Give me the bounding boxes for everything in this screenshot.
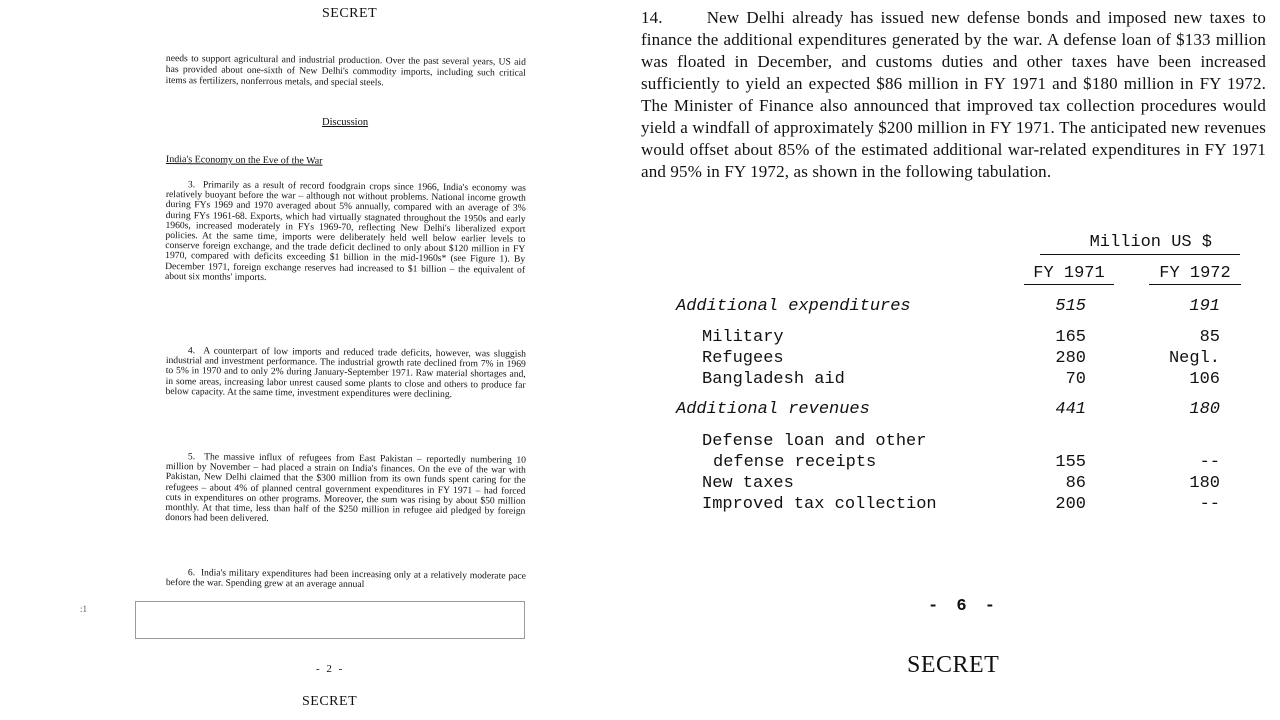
- paragraph-3: [165, 180, 526, 286]
- row-label: Military: [702, 328, 784, 347]
- left-page: [130, 0, 540, 720]
- paragraph-text: The massive influx of refugees from East Pakistan – reportedly numbering 10 million by November – had placed a strain on India's finances. On the eve of the war with Pakistan, New Delhi claimed that the $300 million from its own funds spent caring for the refugees – about 4% of planned central government expenditures in FY 1971 – had forced cuts in expenditures on other programs. Moreover, the sum was rising by about $50 million monthly. At that time, less than half of the $250 million in refugee aid pledged by foreign donors had been delivered.: [165, 451, 527, 525]
- fy1971-value: 515: [1055, 297, 1086, 316]
- fy1971-value: 165: [1055, 328, 1086, 347]
- paragraph-text: New Delhi already has issued new defense bonds and imposed new taxes to finance the additional expenditures generated by the war. A defense loan of $133 million was floated in December, and customs duties and other taxes have been increased sufficiently to yield an expected $86 million in FY 1971 and $180 million in FY 1972. The Minister of Finance also announced that improved tax collection procedures would yield a windfall of approximately $200 million in FY 1971. The anticipated new revenues would offset about 85% of the estimated additional war-related expenditures in FY 1971 and 95% in FY 1972, as shown in the following tabulation.: [641, 8, 1266, 181]
- paragraph-number: 3.: [187, 179, 196, 191]
- page-number: - 2 -: [316, 663, 345, 675]
- fy1971-value: 200: [1055, 495, 1086, 514]
- page-number: - 6 -: [928, 597, 1000, 616]
- column-header-fy1972: FY 1972: [1149, 264, 1241, 285]
- row-label: New taxes: [702, 474, 794, 493]
- row-label: Additional revenues: [676, 400, 870, 419]
- fy1972-value: --: [1199, 453, 1220, 472]
- row-label: Refugees: [702, 349, 784, 368]
- paragraph-text: India's military expenditures had been increasing only at a relatively moderate pace before the war. Spending grew at an average annual: [165, 567, 527, 591]
- classification-footer: SECRET: [302, 694, 358, 709]
- subheading: India's Economy on the Eve of the War: [165, 154, 323, 167]
- classification-footer: SECRET: [907, 652, 1000, 678]
- paragraph-number: 4.: [187, 345, 196, 357]
- paragraph-number: 6.: [187, 567, 196, 579]
- row-label: Additional expenditures: [676, 297, 911, 316]
- fy1971-value: 155: [1055, 453, 1086, 472]
- paragraph-5: [165, 452, 526, 527]
- table-row: [676, 400, 1246, 422]
- footnote-box: [135, 601, 525, 639]
- fy1972-value: 180: [1189, 474, 1220, 493]
- table-row: [676, 432, 1246, 454]
- section-heading: Discussion: [322, 117, 369, 128]
- table-unit-header: [1040, 233, 1240, 255]
- paragraph-text: Primarily as a result of record foodgrain crops since 1966, India's economy was relatively buoyant before the war – although not without problems. National income growth during FYs 1969 and 1970 averaged about 5% annually, compared with an average of 3% during FYs 1961-68. Exports, which had virtually stagnated throughout the 1950s and early 1960s, increased moderately in FYs 1969-70, reflecting New Delhi's liberalized export policies. At the same time, imports were deliberately held well below earlier levels to conserve foreign exchange, and the trade deficit declined to only about $120 million in FY 1970, compared with deficits exceeding $1 billion in the mid-1960s* (see Figure 1). By December 1971, foreign exchange reserves had increased to $1 billion – the equivalent of about six months' imports.: [164, 179, 527, 283]
- fy1971-value: 441: [1055, 400, 1086, 419]
- unit-label: Million US $: [1089, 233, 1212, 252]
- column-header-fy1971: FY 1971: [1024, 264, 1114, 285]
- table-row: [676, 349, 1246, 371]
- fy1971-value: 280: [1055, 349, 1086, 368]
- paragraph-text: A counterpart of low imports and reduced trade deficits, however, was sluggish industrial and investment performance. The industrial growth rate declined from 7% in 1969 to 5% in 1970 and to only 2% during January-September 1971. Raw material shortages and, in some areas, increasing labor unrest caused some plants to close and others to produce far below capacity. At the same time, investment expenditures were declining.: [165, 345, 527, 400]
- paragraph-number: 14.: [641, 8, 663, 27]
- fy1972-value: --: [1199, 495, 1220, 514]
- fy1972-value: 191: [1189, 297, 1220, 316]
- table-row: [676, 453, 1246, 475]
- intro-paragraph: needs to support agricultural and industrial production. Over the past several years, US aid has provided about one-sixth of New Delhi's commodity imports, including such critical items as fertilizers, nonferrous metals, and special steels.: [165, 53, 526, 89]
- fy1971-value: 70: [1065, 370, 1086, 389]
- paragraph-14: [641, 7, 1266, 183]
- table-row: [676, 474, 1246, 496]
- fy1972-value: Negl.: [1168, 349, 1220, 368]
- row-label: Improved tax collection: [702, 495, 937, 514]
- row-label: Bangladesh aid: [702, 370, 845, 389]
- fy1972-value: 180: [1189, 400, 1220, 419]
- classification-header: SECRET: [322, 6, 378, 21]
- paragraph-6: [166, 568, 526, 592]
- table-row: [676, 495, 1246, 517]
- paragraph-4: [165, 346, 526, 401]
- fy1971-value: 86: [1065, 474, 1086, 493]
- paragraph-number: 5.: [187, 451, 196, 463]
- fy1972-value: 106: [1189, 370, 1220, 389]
- row-label: Defense loan and other: [702, 432, 927, 451]
- table-row: [676, 328, 1246, 350]
- table-row: [676, 370, 1246, 392]
- row-label: defense receipts: [713, 453, 877, 472]
- fy1972-value: 85: [1199, 328, 1220, 347]
- margin-mark: :1: [80, 604, 88, 614]
- table-row: [676, 297, 1246, 319]
